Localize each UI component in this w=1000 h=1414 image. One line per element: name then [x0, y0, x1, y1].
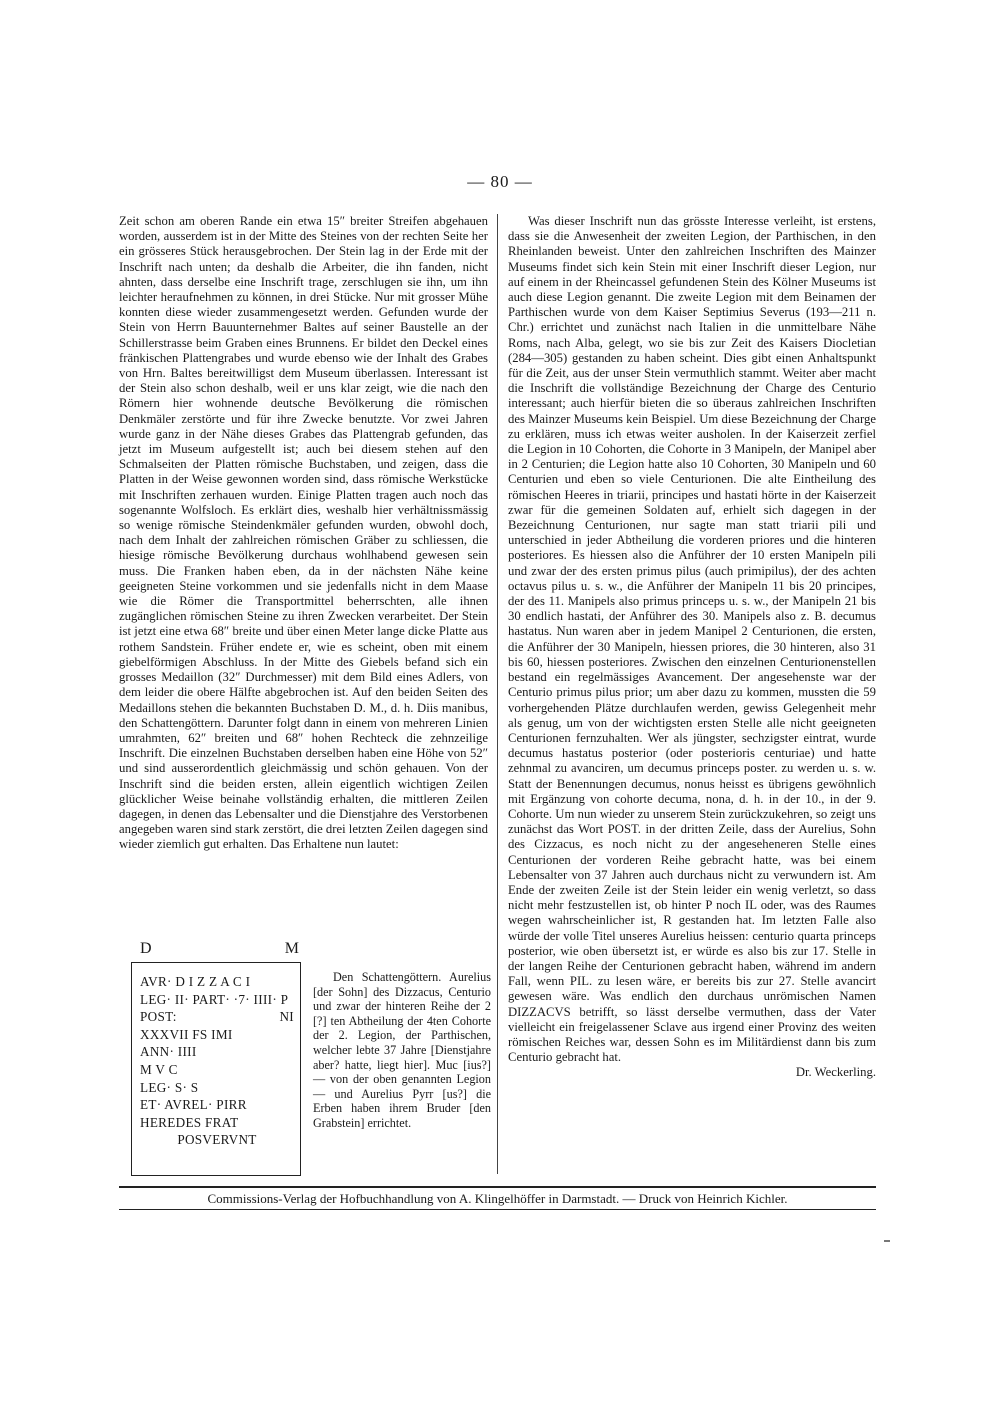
signature-line	[508, 1065, 876, 1080]
inscription-translation	[313, 970, 491, 1131]
inscription-line: LEG· S· S	[140, 1079, 199, 1095]
inscription-header	[140, 940, 300, 958]
inscription-header-m: M	[284, 940, 300, 957]
inscription-line: POSVERVNT	[177, 1132, 257, 1148]
footer-imprint: Commissions-Verlag der Hofbuchhandlung von A. Klingelhöffer in Darmstadt. — Druck von Heinrich Kichler.	[207, 1191, 788, 1206]
inscription-line: ANN· IIII	[140, 1044, 197, 1060]
footer-rule-bottom	[119, 1209, 876, 1210]
inscription-header-d: D	[140, 940, 153, 957]
inscription-line: LEG· II· PART· ·7· IIII· P	[140, 991, 289, 1007]
left-column	[119, 214, 488, 853]
author-signature: Dr. Weckerling.	[795, 1065, 876, 1080]
footer-rule	[119, 1186, 876, 1188]
inscription-line: ET· AVREL· PIRR	[140, 1097, 247, 1113]
stray-mark	[884, 1240, 890, 1242]
inscription-line: M V C	[140, 1061, 178, 1077]
right-column	[508, 214, 876, 1081]
left-paragraph: Zeit schon am oberen Rande ein etwa 15″ breiter Streifen abgehauen worden, ausserdem ist in der Mitte des Steines von der rechten Seite her ein grösseres Stück herausgebrochen. Der Stein lag in der Erde mit der Inschrift nach unten; da deshalb die Arbeiter, die ihn fanden, nicht ahnten, dass derselbe eine Inschrift trage, zerschlugen sie ihn, um ihn leichter heraufnehmen zu können, in drei Stücke. Nur mit grosser Mühe konnten diese wieder zusammengesetzt werden. Gefunden wurde der Stein von Herrn Bauunternehmer Baltes auf seiner Baustelle an der Schillerstrasse beim Graben eines Brunnens. Er bildet den Deckel eines fränkischen Plattengrabes und wurde ebenso wie der Inhalt des Grabes von Hrn. Baltes bereitwilligst dem Museum überlassen. Interessant ist der Stein also schon deshalb, weil er uns klar zeigt, wie die nach den Römern hier wohnende deutsche Bevölkerung die römischen Denkmäler zerstörte und für ihre Zwecke benutzte. Vor zwei Jahren wurde ganz in der Nähe dieses Grabes das Plattengrab gefunden, das jetzt im Museum aufgestellt ist; auch bei diesem stehen auf den Schmalseiten der Platten römische Buchstaben, und zeigen, dass die Platten in der Weise gewonnen worden sind, dass römische Werkstücke mit Inschriften zerhauen wurden. Einige Platten tragen auch noch das sogenannte Wolfsloch. Es erklärt dies, weshalb hier verhältnissmässig so wenige römische Steindenkmäler gefunden wurden, obwohl doch, nach dem Inhalt der zahlreichen römischen Gräber zu schliessen, die hiesige römische Bevölkerung durchaus wohlhabend gewesen sein muss. Die Franken haben eben, da in der nächsten Nähe keine geeigneten Steine vorkommen und sie jedenfalls nicht in dem Maase wie die Römer die Transportmittel beherrschten, alle ihnen zugänglichen römischen Steine zu ihren Zwecken verarbeitet. Der Stein ist jetzt eine etwa 68″ breite und über einen Meter lange dicke Platte aus rothem Sandstein. Früher endete er, wie es scheint, oben mit einem giebelförmigen Abschluss. In der Mitte des Giebels befand sich ein grosses Medaillon (32″ Durchmesser) mit dem Bild eines Adlers, von dem leider die obere Hälfte abgebrochen ist. Auf den beiden Seiten des Medaillons stehen die bekannten Buchstaben D. M., d. h. Diis manibus, den Schattengöttern. Darunter folgt dann in einem von mehreren Linien umrahmten, 62″ breiten und 68″ hohen Rechteck die zehnzeilige Inschrift. Die einzelnen Buchstaben derselben haben eine Höhe von 52″ und sind ausserordentlich gleichmässig und schön gehauen. Von der Inschrift sind die beiden ersten, allein eigentlich wichtigen Zeilen glücklicher Weise beinahe vollständig erhalten, die mittleren Zeilen dagegen, in denen das Lebensalter und die Dienstjahre des Verstorbenen angegeben waren sind stark zerstört, die drei letzten Zeilen dagegen sind wieder ziemlich gut erhalten. Das Erhaltene nun lautet:	[119, 214, 488, 852]
column-divider	[497, 214, 498, 1174]
right-paragraph: Was dieser Inschrift nun das grösste Interesse verleiht, ist erstens, dass sie die Anwesenheit der zweiten Legion, der Parthischen, in den Rheinlanden beweist. Unter den zahlreichen Inschriften des Mainzer Museums findet sich kein Stein mit einer Inschrift dieser Legion, nur auf einem in der Rheincassel gefundenen Stein des Kölner Museums ist auch diese Legion genannt. Die zweite Legion mit dem Beinamen der Parthischen wurde von dem Kaiser Septimius Severus (193—211 n. Chr.) errichtet und zunächst nach Italien in die unmittelbare Nähe Roms, nach Alba, gelegt, wo sie bis zur Zeit des Kaisers Diocletian (284—305) gestanden zu haben scheint. Dies gibt einen Anhaltspunkt für die Zeit, aus der unser Stein vermuthlich stammt. Weiter aber macht die Inschrift die vollständige Bezeichnung der Charge des Centurio interessant; auch hierfür bieten die so überaus zahlreichen Inschriften des Mainzer Museums kein Beispiel. Um diese Bezeichnung der Charge zu erklären, muss ich etwas weiter ausholen. In der Kaiserzeit zerfiel die Legion in 10 Cohorten, die Cohorte in 3 Manipeln, der Manipel aber in 2 Centurien; die Legion hatte also 10 Cohorten, 30 Manipeln und 60 Centurien und eben so viele Centurionen. Die alte Eintheilung des römischen Heeres in triarii, principes und hastati hörte in der Kaiserzeit zwar für die gemeinen Soldaten auf, erhielt sich dagegen in der Bezeichnung Centurionen, nur sagte man statt triarii pili und unterschied in jeder Abtheilung die vorderen priores und die hinteren posteriores. Es hiessen also die Anführer der 10 ersten Manipeln pili und zwar der des ersten primus pilus (auch primipilus), der des achten octavus pilus u. s. w., die Anführer der Manipeln 11 bis 20 principes, der des 11. Manipels also primus princeps u. s. w., der Manipeln 21 bis 30 endlich hastati, der Anführer des 30. Manipels also z. B. decumus hastatus. Nun waren aber in jedem Manipel 2 Centurionen, die ersten, die Anführer der 30 Manipeln, hiessen priores, die 30 hinteren, also 31 bis 60, hiessen posteriores. Zwischen den einzelnen Centurionenstellen bestand ein regelmässiges Avancement. Der angesehenste war der Centurio primus pilus prior; um aber dazu zu kommen, mussten die 59 vorhergehenden Plätze durchlaufen werden, gewiss Gelegenheit mehr als genug, um von der wichtigsten ersten Stelle alle nicht geeigneten Centurionen fernzuhalten. Wer als jüngster, sechzigster eintrat, wurde decumus hastatus posterior (oder posterioris centuriae) und hatte zehnmal zu avanciren, um decumus princeps poster. zu werden u. s. w. Statt der Benennungen decumus, nonus heisst es übrigens gewöhnlich mit Ergänzung von cohorte decuma, nona, d. h. in der 10., in der 9. Cohorte. Um nun wieder zu unserem Stein zurückzukehren, so zeigt uns zunächst das Wort POST. in der dritten Zeile, dass der Aurelius, Sohn des Cizzacus, es noch nicht zu der angeseheneren Stelle eines Centurionen der vorderen Reihe gebracht hatte, was bei einem Lebensalter von 37 Jahren auch durchaus nicht zu verwundern ist. Am Ende der zweiten Zeile ist der Stein leider ein wenig verletzt, so dass nicht mehr festzustellen ist, ob hinter P noch IL oder, was des Raumes wegen wahrscheinlicher ist, R gestanden hat. Im letzten Falle also würde der volle Titel unseres Aurelius heissen: centurio quarta princeps posterior, wie oben übersetzt ist, er würde es also bis zur 17. Stelle in der langen Reihe der Centurionen gebracht haben, während im andern Fall, wenn PIL. zu lesen wäre, er bereits bis zur 27. Stelle avancirt gewesen wäre. Was endlich den durchaus unrömischen Namen DIZZACVS betrifft, so lässt derselbe vermuthen, dass der Vater vielleicht ein freigelassener Sclave aus irgend einer Provinz des weiten römischen Reiches war, dessen Sohn es im Militärdienst dann bis zum Centurio gebracht hat.	[508, 214, 876, 1065]
inscription-line: AVR· D I Z Z A C I	[140, 974, 251, 989]
inscription-box	[131, 962, 301, 1176]
inscription-line-part: POST:	[140, 1009, 177, 1025]
inscription-line	[140, 1008, 294, 1026]
page-number: — 80 —	[467, 172, 533, 191]
translation-text: Den Schattengöttern. Aurelius [der Sohn] des Dizzacus, Centurio und zwar der hinteren Reihe der 2 [?] ten Abtheilung der 4ten Cohorte der 2. Legion, der Parthischen, welcher lebte 37 Jahre [Dienstjahre aber? hatte, liegt hier]. Muc [ius?] — von der oben genannten Legion — und Aurelius Pyrr [us?] die Erben haben ihrem Bruder [den Grabstein] errichtet.	[313, 970, 491, 1130]
inscription-line: HEREDES FRAT	[140, 1114, 239, 1130]
inscription-line-part: NI	[279, 1009, 294, 1025]
inscription-line: XXXVII FS IMI	[140, 1026, 233, 1042]
